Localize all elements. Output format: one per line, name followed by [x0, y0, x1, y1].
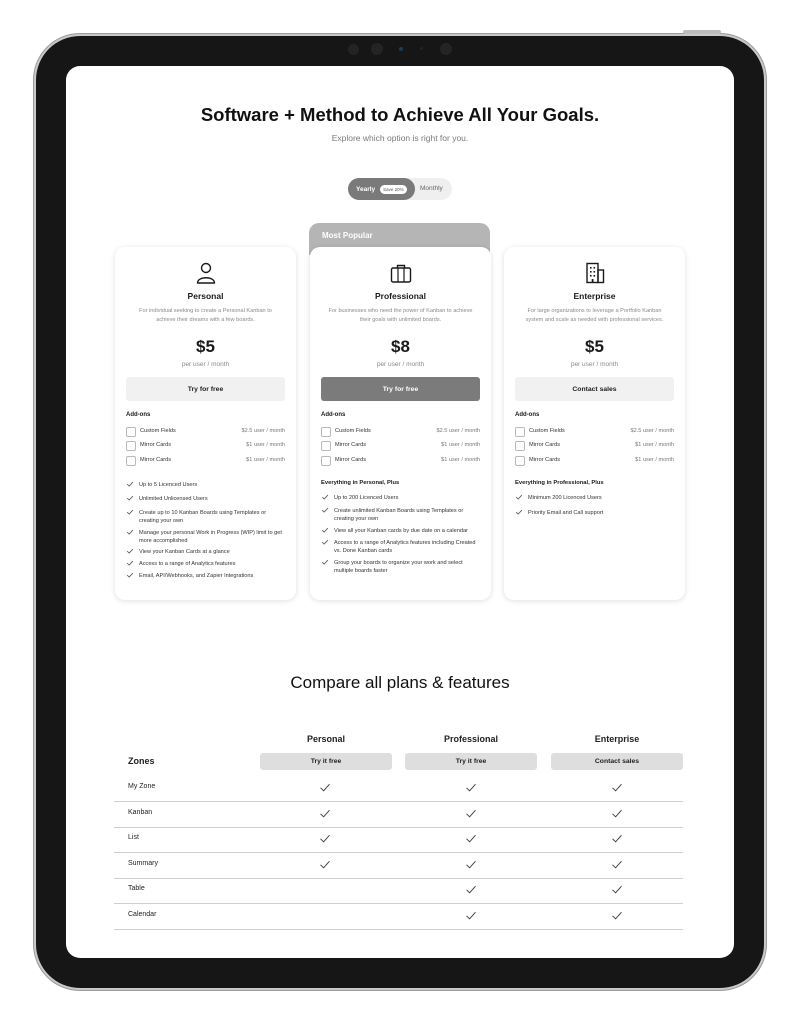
- check-icon: [126, 480, 134, 488]
- user-icon: [194, 261, 218, 285]
- yearly-label: Yearly: [356, 185, 376, 193]
- feature-text: View your Kanban Cards at a glance: [139, 549, 230, 555]
- addon-price: $2.5 user / month: [436, 428, 480, 434]
- plan-price-unit: per user / month: [376, 361, 425, 368]
- addon-price: $1 user / month: [441, 457, 480, 463]
- page-subtitle: Explore which option is right for you.: [331, 133, 469, 143]
- check-icon: [126, 528, 134, 536]
- feature-text: Email, API/Webhooks, and Zapier Integrations: [139, 573, 254, 579]
- check-icon: [465, 782, 477, 793]
- table-row: [114, 853, 683, 879]
- checkbox[interactable]: [126, 427, 136, 437]
- addon-price: $2.5 user / month: [630, 428, 674, 434]
- table-row: [114, 878, 683, 904]
- addon-price: $1 user / month: [246, 442, 285, 448]
- check-icon: [126, 571, 134, 579]
- checkbox[interactable]: [321, 427, 331, 437]
- plan-name: Professional: [374, 291, 427, 301]
- check-icon: [126, 559, 134, 567]
- check-icon: [611, 910, 623, 921]
- camera-lens: [348, 44, 359, 55]
- feature-text: Access to a range of Analytics features: [139, 561, 236, 567]
- addons-title: Add-ons: [515, 412, 540, 418]
- check-icon: [611, 884, 623, 895]
- addon-row[interactable]: [321, 427, 480, 437]
- check-icon: [321, 526, 329, 534]
- check-icon: [465, 808, 477, 819]
- screen: [66, 66, 734, 958]
- checkbox[interactable]: [321, 441, 331, 451]
- addon-label: Mirror Cards: [335, 457, 367, 463]
- monthly-option[interactable]: Monthly: [420, 185, 443, 192]
- building-icon: [583, 261, 607, 285]
- yearly-option[interactable]: [348, 178, 415, 200]
- check-icon: [321, 506, 329, 514]
- plan-name: Personal: [187, 291, 224, 301]
- compare-column-professional: Professional: [443, 734, 499, 744]
- row-label: List: [128, 834, 139, 842]
- try-for-free-button[interactable]: Try for free: [321, 377, 480, 401]
- addon-label: Custom Fields: [140, 428, 176, 434]
- addon-row[interactable]: [515, 441, 674, 451]
- plan-card-personal: [115, 247, 296, 600]
- table-row: [114, 802, 683, 828]
- addon-label: Mirror Cards: [529, 442, 561, 448]
- row-label: My Zone: [128, 783, 156, 790]
- feature-text: Minimum 200 Licenced Users: [528, 495, 602, 501]
- check-icon: [515, 508, 523, 516]
- feature-text: Up to 200 Licenced Users: [334, 495, 399, 501]
- camera-lens: [440, 43, 452, 55]
- most-popular-label: Most Popular: [322, 231, 373, 240]
- check-icon: [126, 508, 134, 516]
- check-icon: [319, 808, 331, 819]
- plan-price: $5: [196, 337, 215, 356]
- addon-label: Custom Fields: [335, 428, 371, 434]
- feature-text: Create up to 10 Kanban Boards using Templates or creating your own: [139, 510, 267, 524]
- plan-price: $8: [391, 337, 410, 356]
- feature-text: Group your boards to organize your work and select multiple boards faster: [334, 560, 463, 574]
- check-icon: [319, 833, 331, 844]
- row-label: Calendar: [128, 911, 157, 918]
- table-row: [114, 776, 683, 802]
- check-icon: [611, 808, 623, 819]
- check-icon: [321, 538, 329, 546]
- check-icon: [465, 859, 477, 870]
- check-icon: [319, 859, 331, 870]
- row-label: Kanban: [128, 808, 153, 816]
- addon-row[interactable]: [515, 456, 674, 466]
- checkbox[interactable]: [126, 456, 136, 466]
- checkbox[interactable]: [515, 456, 525, 466]
- check-icon: [611, 833, 623, 844]
- addon-price: $2.5 user / month: [241, 428, 285, 434]
- addons-title: Add-ons: [126, 412, 151, 418]
- feature-text: Unlimited Unlicensed Users: [139, 496, 208, 502]
- check-icon: [515, 493, 523, 501]
- compare-title: Compare all plans & features: [290, 673, 510, 692]
- compare-column-personal: Personal: [306, 734, 346, 744]
- addon-row[interactable]: [126, 427, 285, 437]
- plan-price: $5: [585, 337, 604, 356]
- checkbox[interactable]: [321, 456, 331, 466]
- briefcase-icon: [389, 261, 413, 285]
- addon-row[interactable]: [515, 427, 674, 437]
- addon-price: $1 user / month: [246, 457, 285, 463]
- page-title: Software + Method to Achieve All Your Goals.: [200, 104, 600, 125]
- plan-card-professional: [310, 247, 491, 600]
- check-icon: [126, 547, 134, 555]
- addon-price: $1 user / month: [635, 457, 674, 463]
- addon-row[interactable]: [321, 456, 480, 466]
- compare-column-enterprise: Enterprise: [594, 734, 640, 744]
- features-title: Everything in Professional, Plus: [515, 480, 604, 486]
- contact-sales-button[interactable]: Contact sales: [551, 753, 683, 770]
- feature-text: Manage your personal Work in Progress (WIP) limit to get more accomplished: [139, 530, 282, 544]
- addon-row[interactable]: [126, 441, 285, 451]
- feature-text: Create unlimited Kanban Boards using Templates or creating your own: [334, 508, 464, 522]
- plan-description: For individual seeking to create a Personal Kanban to achieve their dreams with a few boards.: [139, 308, 272, 323]
- check-icon: [611, 782, 623, 793]
- addon-row[interactable]: [321, 441, 480, 451]
- addon-price: $1 user / month: [441, 442, 480, 448]
- plan-description: For large organizations to leverage a Portfolio Kanban system and scale as needed with professional services.: [525, 308, 664, 323]
- check-icon: [319, 782, 331, 793]
- features-title: Everything in Personal, Plus: [321, 480, 400, 486]
- row-label: Table: [128, 885, 145, 893]
- checkbox[interactable]: [515, 427, 525, 437]
- try-it-free-button[interactable]: Try it free: [405, 753, 537, 770]
- plan-price-unit: per user / month: [570, 361, 619, 368]
- feature-text: Up to 5 Licenced Users: [139, 482, 198, 488]
- check-icon: [465, 884, 477, 895]
- sensor-dot: [399, 47, 403, 51]
- save-badge: Save 20%: [380, 185, 407, 194]
- addons-title: Add-ons: [321, 412, 346, 418]
- contact-sales-button[interactable]: Contact sales: [515, 377, 674, 401]
- feature-text: View all your Kanban cards by due date on a calendar: [334, 528, 468, 534]
- addon-label: Mirror Cards: [140, 457, 172, 463]
- feature-text: Priority Email and Call support: [528, 510, 604, 516]
- row-label: Summary: [128, 859, 158, 867]
- checkbox[interactable]: [515, 441, 525, 451]
- checkbox[interactable]: [126, 441, 136, 451]
- check-icon: [321, 493, 329, 501]
- check-icon: [465, 910, 477, 921]
- table-row: [114, 827, 683, 853]
- sensor-dot: [420, 47, 423, 50]
- addon-label: Mirror Cards: [140, 442, 172, 448]
- check-icon: [321, 558, 329, 566]
- power-button: [683, 30, 721, 34]
- camera-lens: [371, 43, 383, 55]
- plan-price-unit: per user / month: [181, 361, 230, 368]
- check-icon: [611, 859, 623, 870]
- zones-heading: Zones: [128, 756, 155, 766]
- plan-card-enterprise: [504, 247, 685, 600]
- check-icon: [126, 494, 134, 502]
- plan-description: For businesses who need the power of Kanban to achieve their goals with unlimited boards.: [328, 308, 473, 323]
- addon-label: Custom Fields: [529, 428, 565, 434]
- table-row: [114, 904, 683, 930]
- addon-label: Mirror Cards: [529, 457, 561, 463]
- addon-row[interactable]: [126, 456, 285, 466]
- addon-price: $1 user / month: [635, 442, 674, 448]
- check-icon: [465, 833, 477, 844]
- addon-label: Mirror Cards: [335, 442, 367, 448]
- try-it-free-button[interactable]: Try it free: [260, 753, 392, 770]
- billing-toggle: [348, 178, 452, 200]
- feature-text: Access to a range of Analytics features including Created vs. Done Kanban cards: [334, 540, 476, 554]
- plan-name: Enterprise: [573, 291, 616, 301]
- try-for-free-button[interactable]: Try for free: [126, 377, 285, 401]
